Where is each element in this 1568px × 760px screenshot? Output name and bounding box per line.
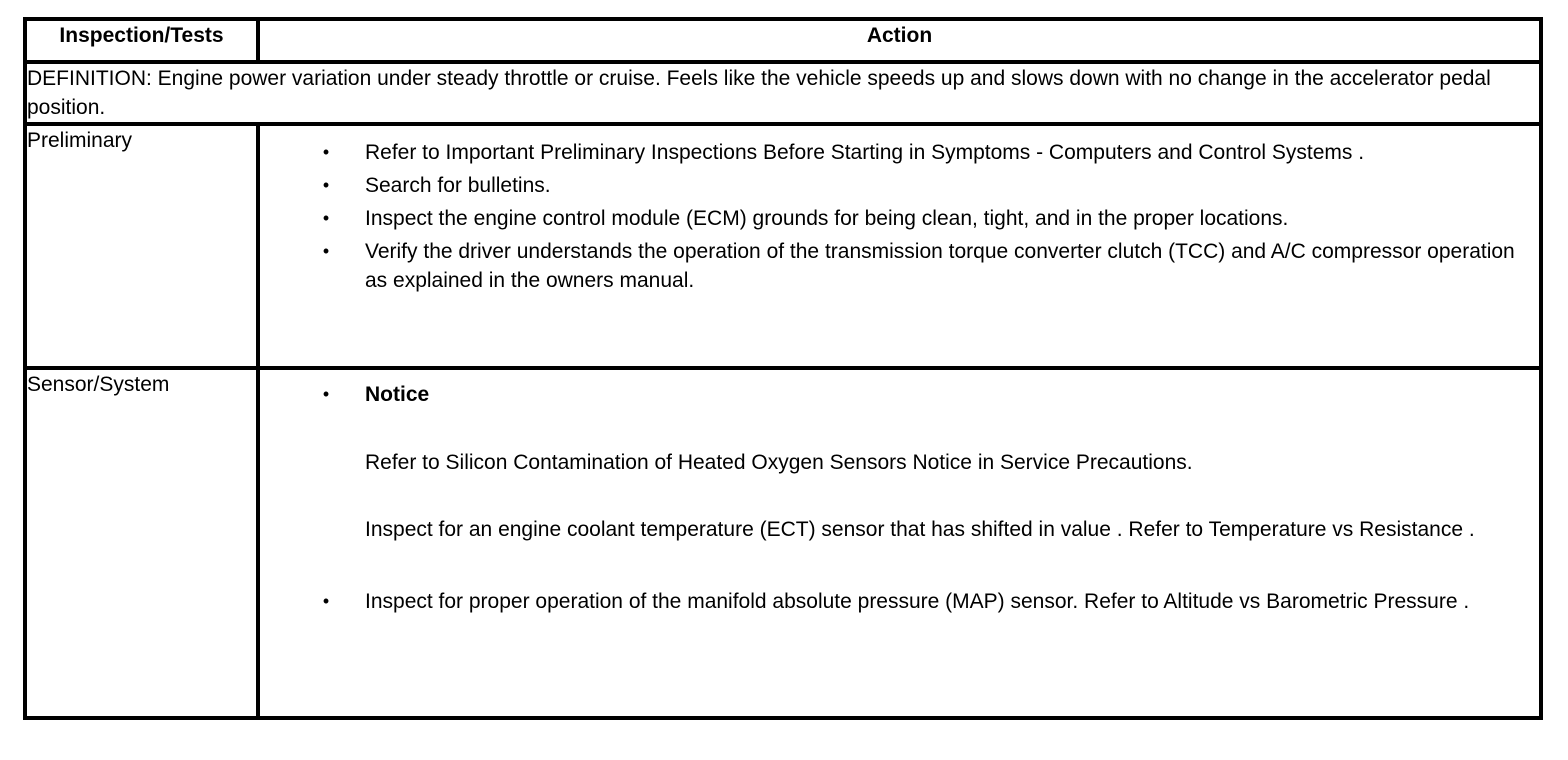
sensor-bullet-list bbox=[260, 370, 1539, 616]
list-item-text: Search for bulletins. bbox=[365, 174, 551, 197]
list-item-text: Verify the driver understands the operation of the transmission torque converter clutch (TCC) and A/C compressor operation as explained in the owners manual. bbox=[365, 240, 1515, 292]
bullet-icon: • bbox=[322, 142, 330, 162]
notice-title: Notice bbox=[365, 383, 430, 406]
list-item-text: Refer to Important Preliminary Inspections Before Starting in Symptoms - Computers and Control Systems . bbox=[365, 141, 1365, 164]
notice-followup-text: Inspect for an engine coolant temperature (ECT) sensor that has shifted in value . Refer to Temperature vs Resistance . bbox=[365, 518, 1475, 541]
diagnostic-table bbox=[23, 17, 1543, 720]
list-item-text: Inspect for proper operation of the manifold absolute pressure (MAP) sensor. Refer to Altitude vs Barometric Pressure . bbox=[365, 590, 1470, 613]
list-item bbox=[316, 138, 1519, 167]
preliminary-bullet-list bbox=[260, 126, 1539, 295]
list-item bbox=[316, 237, 1519, 295]
definition-row bbox=[25, 62, 1541, 124]
bullet-icon: • bbox=[322, 384, 330, 404]
list-item bbox=[316, 171, 1519, 200]
list-item bbox=[316, 587, 1519, 616]
action-cell-preliminary bbox=[258, 124, 1541, 368]
bullet-icon: • bbox=[322, 208, 330, 228]
table-row-preliminary bbox=[25, 124, 1541, 368]
action-cell-sensor-system bbox=[258, 368, 1541, 718]
table-header-row bbox=[25, 19, 1541, 62]
list-item-notice bbox=[316, 380, 1519, 544]
bullet-icon: • bbox=[322, 591, 330, 611]
column-header-inspection-tests: Inspection/Tests bbox=[25, 19, 258, 62]
list-item bbox=[316, 204, 1519, 233]
notice-text: Refer to Silicon Contamination of Heated Oxygen Sensors Notice in Service Precautions. bbox=[365, 451, 1193, 474]
row-label-sensor-system: Sensor/System bbox=[25, 368, 258, 718]
list-item-text: Inspect the engine control module (ECM) grounds for being clean, tight, and in the proper locations. bbox=[365, 207, 1289, 230]
definition-text: DEFINITION: Engine power variation under steady throttle or cruise. Feels like the vehicle speeds up and slows down with no change in the accelerator pedal position. bbox=[25, 62, 1541, 124]
column-header-action: Action bbox=[258, 19, 1541, 62]
bullet-icon: • bbox=[322, 241, 330, 261]
row-label-preliminary: Preliminary bbox=[25, 124, 258, 368]
table-row-sensor-system bbox=[25, 368, 1541, 718]
bullet-icon: • bbox=[322, 175, 330, 195]
